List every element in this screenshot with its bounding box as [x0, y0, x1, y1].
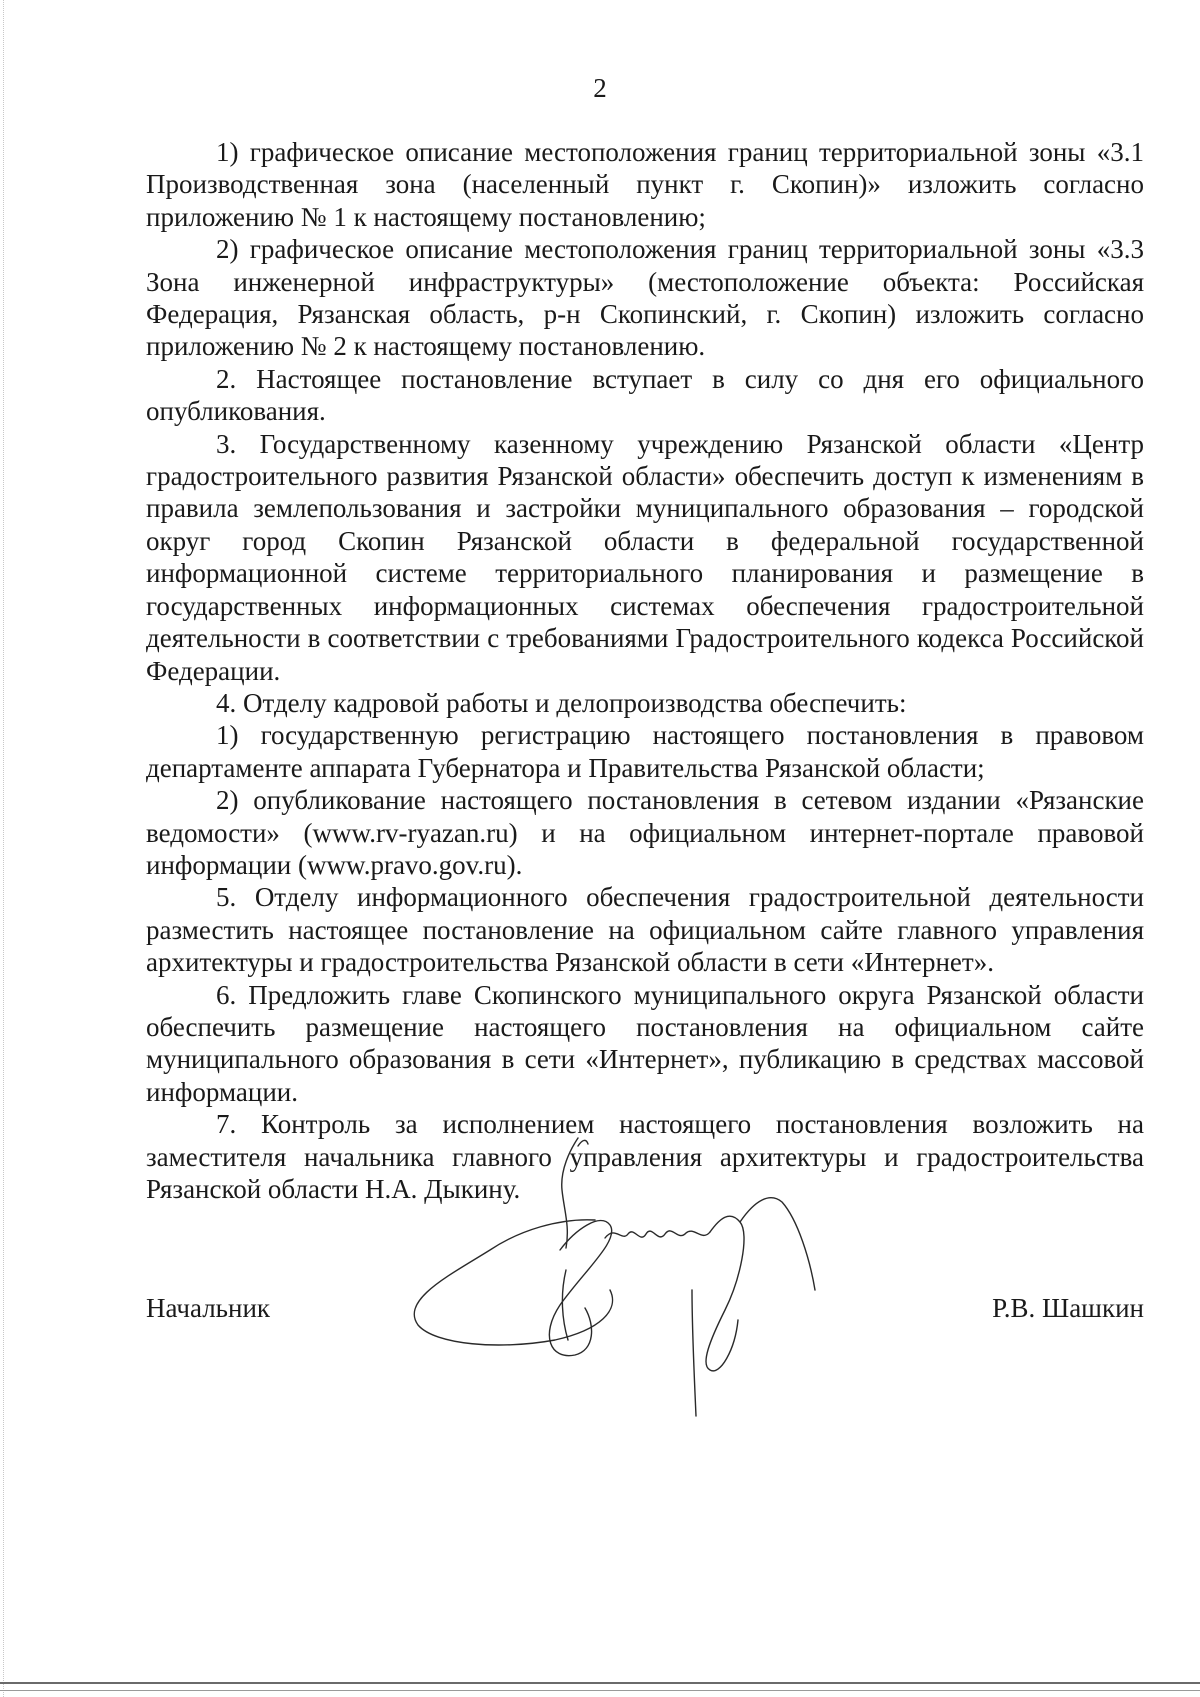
- paragraph-1-2: 2) графическое описание местоположения границ территориальной зоны «3.3 Зона инженерной инфраструктуры» (местоположение объекта: Российская Федерация, Рязанская область, р-н Скопинский, г. Скопин) изложить согласно приложению № 2 к настоящему постановлению.: [146, 234, 1144, 362]
- scan-bottom-edge: [0, 1682, 1200, 1684]
- page-number: 2: [593, 73, 607, 103]
- paragraph-3: 3. Государственному казенному учреждению Рязанской области «Центр градостроительного развития Рязанской области» обеспечить доступ к изменениям в правила землепользования и застройки муниципального образования – городской округ город Скопин Рязанской области в федеральной государственной информационной системе территориального планирования и размещение в государственных информационных системах обеспечения градостроительной деятельности в соответствии с требованиями Градостроительного кодекса Российской Федерации.: [146, 428, 1144, 686]
- paragraph-4: 4. Отделу кадровой работы и делопроизводства обеспечить:: [216, 687, 907, 718]
- paragraph-5: 5. Отделу информационного обеспечения градостроительной деятельности разместить настоящее постановление на официальном сайте главного управления архитектуры и градостроительства Рязанской области в сети «Интернет».: [146, 882, 1144, 978]
- paragraph-7: 7. Контроль за исполнением настоящего постановления возложить на заместителя начальника главного управления архитектуры и градостроительства Рязанской области Н.А. Дыкину.: [146, 1109, 1144, 1204]
- handwritten-signature: [410, 1130, 830, 1420]
- scan-bottom-edge-secondary: [0, 1690, 1200, 1691]
- signatory-name: Р.В. Шашкин: [992, 1293, 1144, 1323]
- paragraph-2: 2. Настоящее постановление вступает в силу со дня его официального опубликования.: [146, 363, 1144, 427]
- signature-block: [146, 1292, 1144, 1332]
- scan-edge: [3, 0, 5, 1697]
- signatory-title: Начальник: [146, 1293, 271, 1323]
- paragraph-4-1: 1) государственную регистрацию настоящего постановления в правовом департаменте аппарата Губернатора и Правительства Рязанской области;: [146, 720, 1144, 783]
- paragraph-6: 6. Предложить главе Скопинского муниципального округа Рязанской области обеспечить размещение настоящего постановления на официальном сайте муниципального образования в сети «Интернет», публикацию в средствах массовой информации.: [146, 979, 1144, 1107]
- document-body: [146, 136, 1144, 1205]
- paragraph-4-2: 2) опубликование настоящего постановления в сетевом издании «Рязанские ведомости» (www.rv-ryazan.ru) и на официальном интернет-портале правовой информации (www.pravo.gov.ru).: [146, 785, 1144, 880]
- paragraph-1-1: 1) графическое описание местоположения границ территориальной зоны «3.1 Производственная зона (населенный пункт г. Скопин)» изложить согласно приложению № 1 к настоящему постановлению;: [146, 137, 1144, 232]
